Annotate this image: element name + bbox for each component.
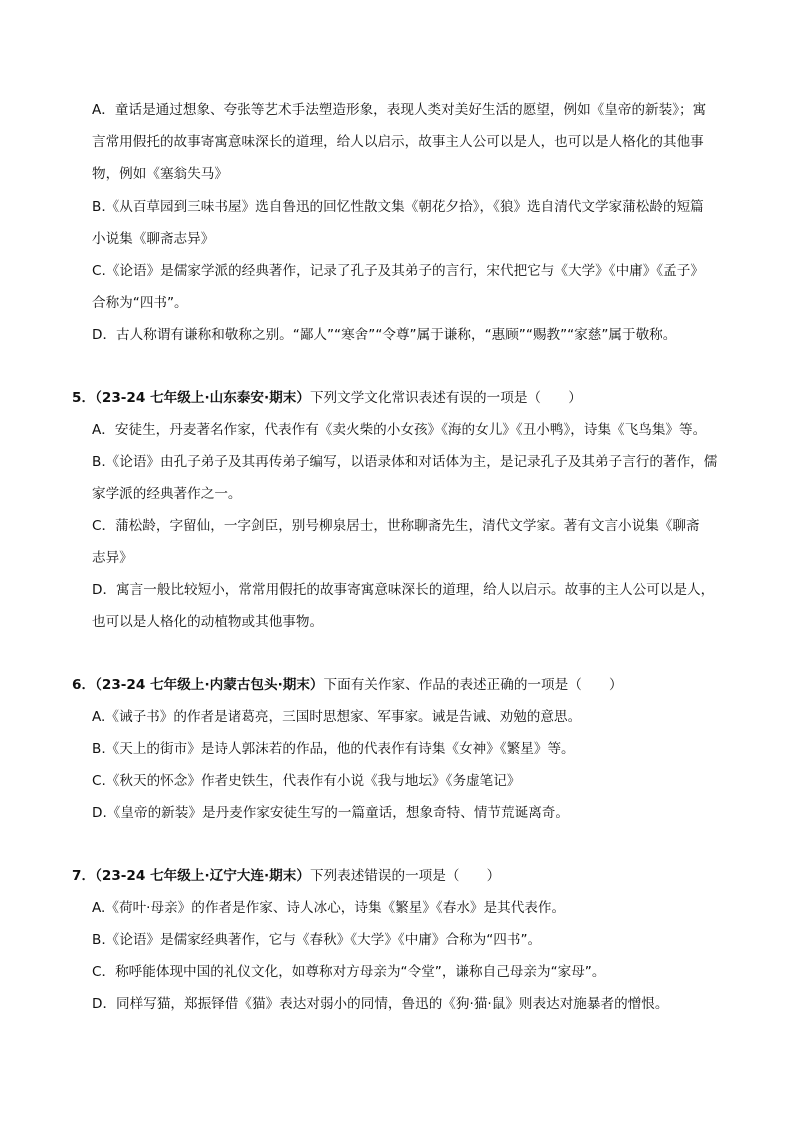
q4-option-b-line-1: B.《从百草园到三味书屋》选自鲁迅的回忆性散文集《朝花夕拾》，《狼》选自清代文学家蒲松龄的短篇 — [92, 199, 704, 215]
q5-number: 5． — [72, 390, 96, 406]
q7-option-d: D．同样写猫，郑振铎借《猫》表达对弱小的同情，鲁迅的《狗·猫·鼠》则表达对施暴者的憎恨。 — [92, 996, 669, 1012]
q6-number: 6． — [72, 677, 96, 693]
q5-option-c-line-1: C．蒲松龄，字留仙，一字剑臣，别号柳泉居士，世称聊斋先生，清代文学家。著有文言小说集《聊斋 — [92, 518, 700, 534]
q7-option-c: C．称呼能体现中国的礼仪文化，如尊称对方母亲为“令堂”，谦称自己母亲为“家母”。 — [92, 964, 606, 980]
q4-option-c-line-1: C.《论语》是儒家学派的经典著作，记录了孔子及其弟子的言行，宋代把它与《大学》《中庸》《孟子》 — [92, 263, 704, 279]
q6-option-b: B.《天上的街市》是诗人郭沫若的作品，他的代表作有诗集《女神》《繁星》等。 — [92, 741, 575, 757]
q5-option-c-line-2: 志异》 — [92, 550, 133, 566]
q7-number: 7． — [72, 868, 96, 884]
q7-option-a: A.《荷叶·母亲》的作者是作家、诗人冰心，诗集《繁星》《春水》是其代表作。 — [92, 900, 566, 916]
q4-option-a-line-1: A．童话是通过想象、夸张等艺术手法塑造形象，表现人类对美好生活的愿望，例如《皇帝的新装》；寓 — [92, 102, 707, 118]
q5-option-a-line-1: A．安徒生，丹麦著名作家，代表作有《卖火柴的小女孩》《海的女儿》《丑小鸭》，诗集《飞鸟集》等。 — [92, 422, 707, 438]
q4-option-b-line-2: 小说集《聊斋志异》 — [92, 231, 215, 247]
q7-header — [72, 866, 500, 886]
q7-source: （23-24 七年级上·辽宁大连·期末） — [95, 868, 310, 884]
q5-header — [72, 388, 582, 408]
q7-stem: 下列表述错误的一项是（ ） — [309, 868, 501, 884]
q5-option-d-line-1: D．寓言一般比较短小，常常用假托的故事寄寓意味深长的道理，给人以启示。故事的主人公可以是人， — [92, 582, 715, 598]
q4-option-a-line-3: 物，例如《塞翁失马》 — [92, 166, 228, 182]
q6-option-c: C.《秋天的怀念》作者史铁生，代表作有小说《我与地坛》《务虚笔记》 — [92, 773, 521, 789]
q5-option-b-line-1: B.《论语》由孔子弟子及其再传弟子编写，以语录体和对话体为主，是记录孔子及其弟子言行的著作，儒 — [92, 454, 718, 470]
q6-header — [72, 675, 623, 695]
q7-option-b: B.《论语》是儒家经典著作，它与《春秋》《大学》《中庸》合称为“四书”。 — [92, 932, 542, 948]
q5-stem: 下列文学文化常识表述有误的一项是（ ） — [309, 390, 582, 406]
q5-option-b-line-2: 家学派的经典著作之一。 — [92, 486, 242, 502]
q6-source: （23-24 七年级上·内蒙古包头·期末） — [95, 677, 324, 693]
q4-option-d-line-1: D．古人称谓有谦称和敬称之别。“鄙人”“寒舍”“令尊”属于谦称，“惠顾”“赐教”“家慈”属于敬称。 — [92, 327, 677, 343]
q6-stem: 下面有关作家、作品的表述正确的一项是（ ） — [323, 677, 623, 693]
q5-source: （23-24 七年级上·山东泰安·期末） — [95, 390, 310, 406]
q4-option-a-line-2: 言常用假托的故事寄寓意味深长的道理，给人以启示，故事主人公可以是人，也可以是人格化的其他事 — [92, 134, 704, 150]
q6-option-d: D.《皇帝的新装》是丹麦作家安徒生写的一篇童话，想象奇特、情节荒诞离奇。 — [92, 805, 569, 821]
q6-option-a: A.《诫子书》的作者是诸葛亮，三国时思想家、军事家。诫是告诫、劝勉的意思。 — [92, 709, 582, 725]
q5-option-d-line-2: 也可以是人格化的动植物或其他事物。 — [92, 614, 324, 630]
q4-option-c-line-2: 合称为“四书”。 — [92, 295, 188, 311]
